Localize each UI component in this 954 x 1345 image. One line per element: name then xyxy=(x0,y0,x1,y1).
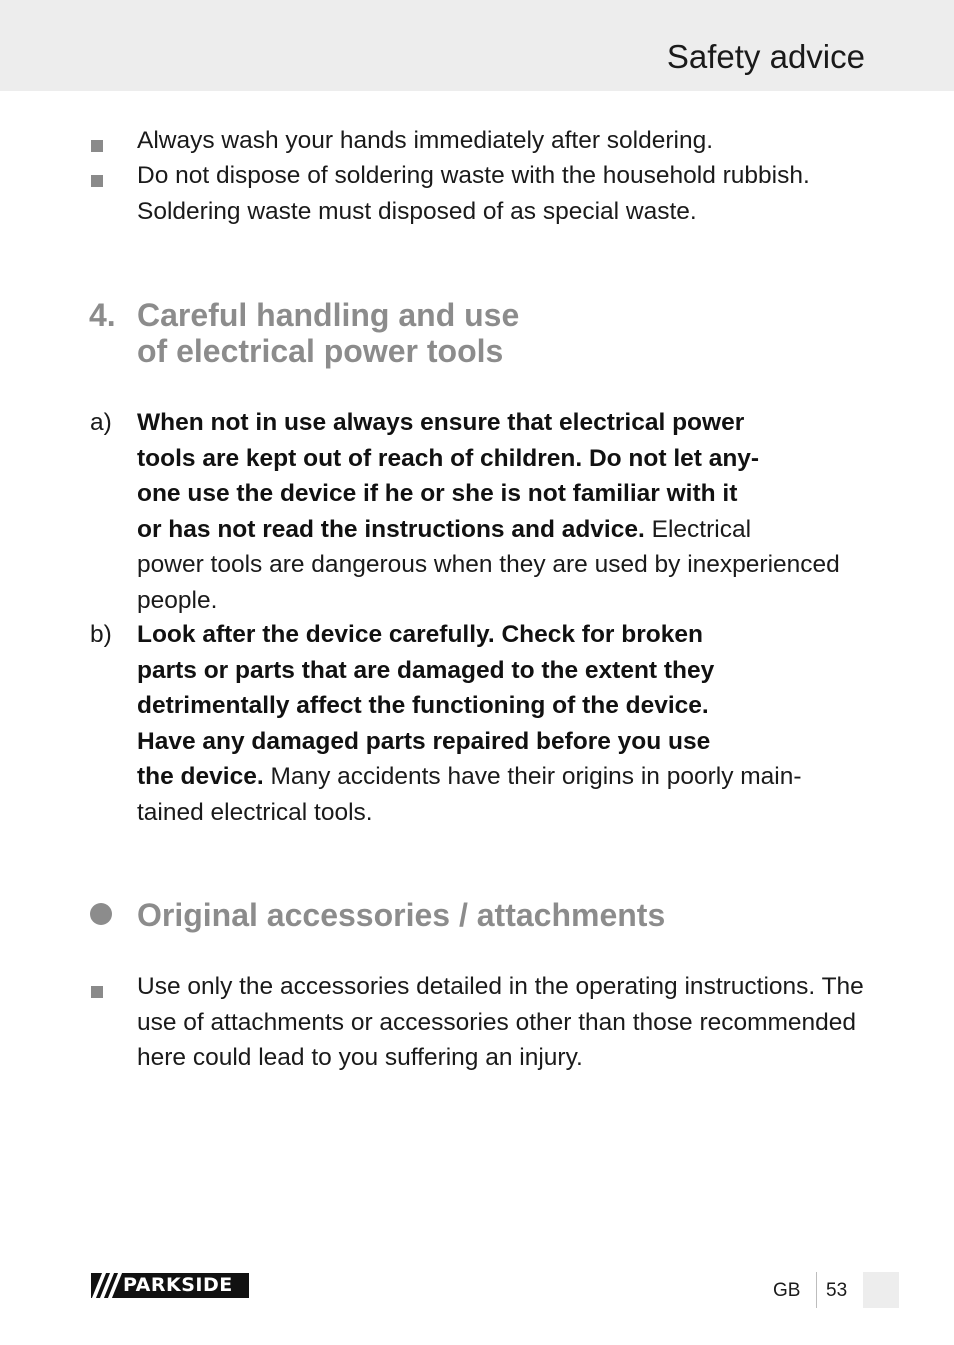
intro-bullet-1-text: Always wash your hands immediately after soldering. xyxy=(137,127,714,154)
section-number: 4. xyxy=(89,297,116,333)
item-b-bold-line-2: parts or parts that are damaged to the extent they xyxy=(137,656,715,684)
accessories-line-3: here could lead to you suffering an injury. xyxy=(137,1044,583,1071)
item-a-bold-line-4: or has not read the instructions and advice. xyxy=(137,515,645,543)
intro-bullet-2-line-2: Soldering waste must disposed of as special waste. xyxy=(137,197,697,225)
square-bullet-icon xyxy=(91,140,103,152)
item-a-normal-inline: Electrical xyxy=(651,515,752,543)
item-a-normal-line-2: people. xyxy=(137,586,218,614)
item-b-bold-line-3: detrimentally affect the functioning of the device. xyxy=(137,692,709,719)
intro-bullet-1 xyxy=(137,123,867,159)
accessories-heading: Original accessories / attachments xyxy=(137,897,666,933)
accessories-line-1: Use only the accessories detailed in the operating instructions. The xyxy=(137,973,864,1000)
item-b-normal-line-1: tained electrical tools. xyxy=(137,798,373,826)
footer-language: GB xyxy=(773,1280,801,1301)
square-bullet-icon xyxy=(91,175,103,187)
item-a-bold-line-1: When not in use always ensure that electrical power xyxy=(137,409,745,436)
item-b-text xyxy=(137,617,867,830)
footer-tab xyxy=(863,1272,899,1308)
item-b-normal-inline: Many accidents have their origins in poorly main- xyxy=(270,763,802,790)
round-bullet-icon xyxy=(90,903,112,925)
item-marker-a: a) xyxy=(90,409,112,436)
item-b-bold-line-5: the device. xyxy=(137,763,264,790)
item-a-text xyxy=(137,405,867,618)
page-number: 53 xyxy=(826,1280,848,1301)
item-marker-b: b) xyxy=(90,621,112,648)
item-a-normal-line-1: power tools are dangerous when they are used by inexperienced xyxy=(137,551,840,578)
accessories-bullet xyxy=(137,969,867,1076)
item-b-bold-line-4: Have any damaged parts repaired before you use xyxy=(137,727,711,755)
item-a-bold-line-3: one use the device if he or she is not familiar with it xyxy=(137,480,738,507)
item-b-bold-line-1: Look after the device carefully. Check for broken xyxy=(137,621,703,648)
parkside-logo xyxy=(91,1273,249,1298)
logo-slashes-icon xyxy=(91,1273,123,1298)
section-heading xyxy=(137,297,877,369)
section-heading-line-1: Careful handling and use xyxy=(137,297,520,333)
logo-wordmark: PARKSIDE xyxy=(123,1274,233,1296)
square-bullet-icon xyxy=(91,986,103,998)
item-a-bold-line-2: tools are kept out of reach of children. Do not let any- xyxy=(137,444,760,472)
intro-bullet-2-line-1: Do not dispose of soldering waste with the household rubbish. xyxy=(137,162,810,189)
accessories-line-2: use of attachments or accessories other than those recommended xyxy=(137,1008,857,1036)
intro-bullet-2 xyxy=(137,158,867,229)
page-title: Safety advice xyxy=(666,38,865,75)
footer-divider xyxy=(816,1272,817,1308)
section-heading-line-2: of electrical power tools xyxy=(137,333,504,369)
